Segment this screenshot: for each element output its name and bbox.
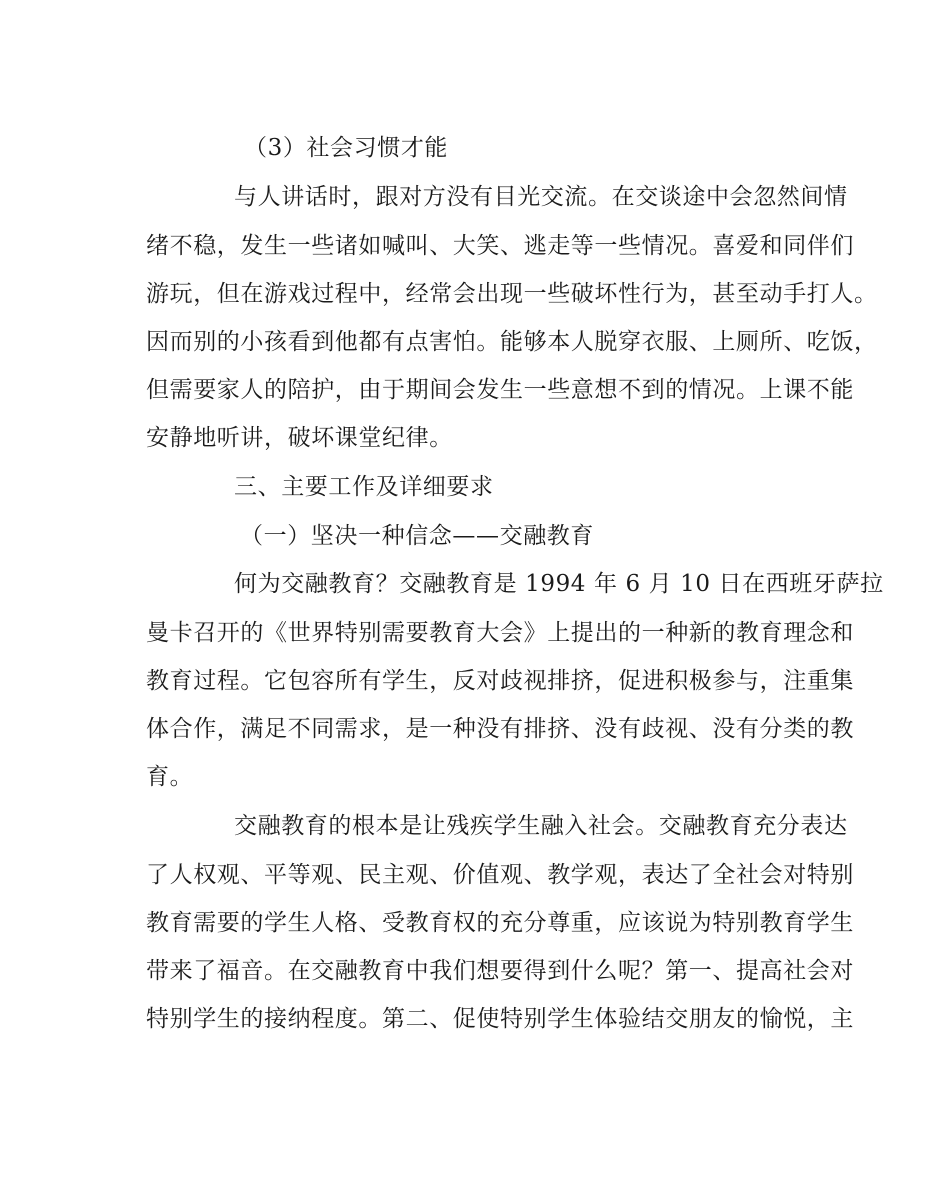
paragraph-line: 绪不稳，发生一些诸如喊叫、大笑、逃走等一些情况。喜爱和同伴们 <box>146 233 854 259</box>
paragraph-line: 何为交融教育？交融教育是 1994 年 6 月 10 日在西班牙萨拉 <box>234 571 884 597</box>
paragraph-line: 了人权观、平等观、民主观、价值观、教学观，表达了全社会对特别 <box>146 862 854 888</box>
section-heading: （3）社会习惯才能 <box>244 135 449 161</box>
paragraph-line: 育。 <box>146 764 194 790</box>
paragraph-line: 交融教育的根本是让残疾学生融入社会。交融教育充分表达 <box>234 813 848 839</box>
paragraph-line: 与人讲话时，跟对方没有目光交流。在交谈途中会忽然间情 <box>234 184 848 210</box>
paragraph-line: 教育需要的学生人格、受教育权的充分尊重，应该说为特别教育学生 <box>146 910 854 936</box>
section-heading: 三、主要工作及详细要求 <box>234 474 494 500</box>
paragraph-line: 体合作，满足不同需求，是一种没有排挤、没有歧视、没有分类的教 <box>146 716 854 742</box>
subsection-heading: （一）坚决一种信念——交融教育 <box>240 523 594 549</box>
paragraph-line: 安静地听讲，破坏课堂纪律。 <box>146 425 453 451</box>
paragraph-line: 游玩，但在游戏过程中，经常会出现一些破坏性行为，甚至动手打人。 <box>146 281 878 307</box>
paragraph-line: 因而别的小孩看到他都有点害怕。能够本人脱穿衣服、上厕所、吃饭， <box>146 329 878 355</box>
paragraph-line: 教育过程。它包容所有学生，反对歧视排挤，促进积极参与，注重集 <box>146 668 854 694</box>
paragraph-line: 但需要家人的陪护，由于期间会发生一些意想不到的情况。上课不能 <box>146 377 854 403</box>
paragraph-line: 带来了福音。在交融教育中我们想要得到什么呢？第一、提高社会对 <box>146 958 854 984</box>
paragraph-line: 特别学生的接纳程度。第二、促使特别学生体验结交朋友的愉悦，主 <box>146 1006 854 1032</box>
paragraph-line: 曼卡召开的《世界特别需要教育大会》上提出的一种新的教育理念和 <box>146 620 854 646</box>
